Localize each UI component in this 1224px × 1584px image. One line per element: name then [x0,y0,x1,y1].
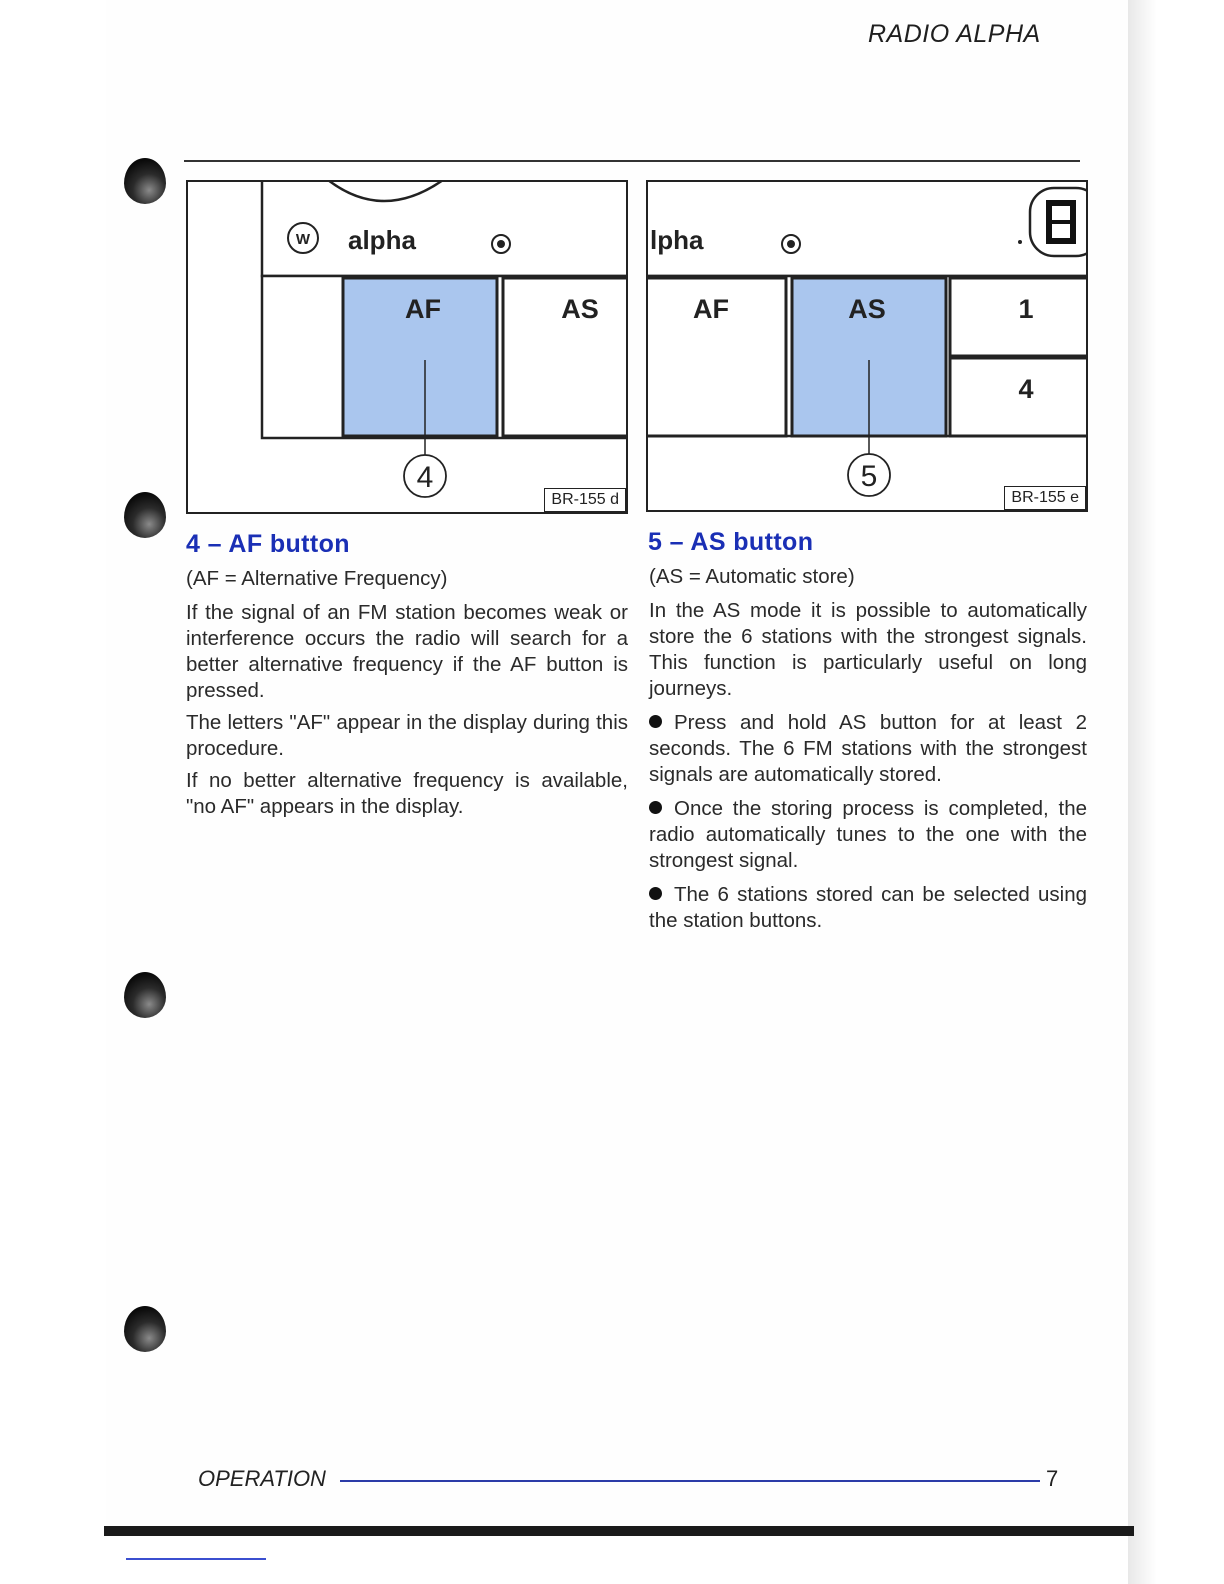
af-button-label: AF [405,294,441,324]
as-button-label: AS [848,294,886,324]
af-subtitle: (AF = Alternative Frequency) [186,567,448,590]
preset-4-label: 4 [1018,374,1034,404]
bullet-icon [649,801,662,814]
as-bullet-item: The 6 stations stored can be selected using the station buttons. [649,883,1087,932]
figure-reference: BR-155 e [1004,486,1086,510]
page-bottom-edge [104,1526,1134,1536]
af-paragraph: If no better alternative frequency is available, "no AF" appears in the display. [186,769,628,818]
as-subtitle: (AS = Automatic store) [649,565,855,588]
bullet-icon [649,715,662,728]
binder-hole [124,158,166,204]
figure-reference: BR-155 d [544,488,626,512]
preset-1-label: 1 [1018,294,1034,324]
radio-illustration-left [188,182,628,514]
radio-illustration-right [648,182,1088,512]
bottom-underline [126,1558,266,1560]
binder-hole [124,492,166,538]
page-header-title: RADIO ALPHA [868,20,1041,48]
bullet-icon [649,887,662,900]
footer-rule [340,1480,1040,1482]
callout-number: 4 [416,461,434,494]
af-section-body [186,566,628,826]
page-number: 7 [1046,1466,1059,1491]
binder-hole [124,1306,166,1352]
as-bullet-item: Press and hold AS button for at least 2 seconds. The 6 FM stations with the strongest signals are automatically stored. [649,711,1087,786]
as-button-label: AS [561,294,599,324]
footer-section-label: OPERATION [198,1466,326,1491]
af-button-label: AF [693,294,729,324]
page-edge [1128,0,1224,1584]
callout-number: 5 [860,460,878,493]
af-paragraph: The letters "AF" appear in the display during this procedure. [186,711,628,760]
binder-hole [124,972,166,1018]
as-bullet-item: Once the storing process is completed, the radio automatically tunes to the one with the strongest signal. [649,797,1087,872]
as-section-body [649,564,1087,942]
figure-af-button [186,180,628,514]
as-intro-paragraph: In the AS mode it is possible to automatically store the 6 stations with the strongest signals. This function is particularly useful on long journeys. [649,599,1087,700]
figure-as-button [646,180,1088,512]
header-rule [184,160,1080,162]
radio-brand-label: alpha [348,225,416,255]
svg-text:W: W [295,231,311,248]
as-section-heading: 5 – AS button [648,528,814,556]
af-section-heading: 4 – AF button [186,530,350,558]
radio-brand-label: lpha [650,225,704,255]
af-paragraph: If the signal of an FM station becomes weak or interference occurs the radio will search for a better alternative frequency if the AF button is pressed. [186,601,628,702]
